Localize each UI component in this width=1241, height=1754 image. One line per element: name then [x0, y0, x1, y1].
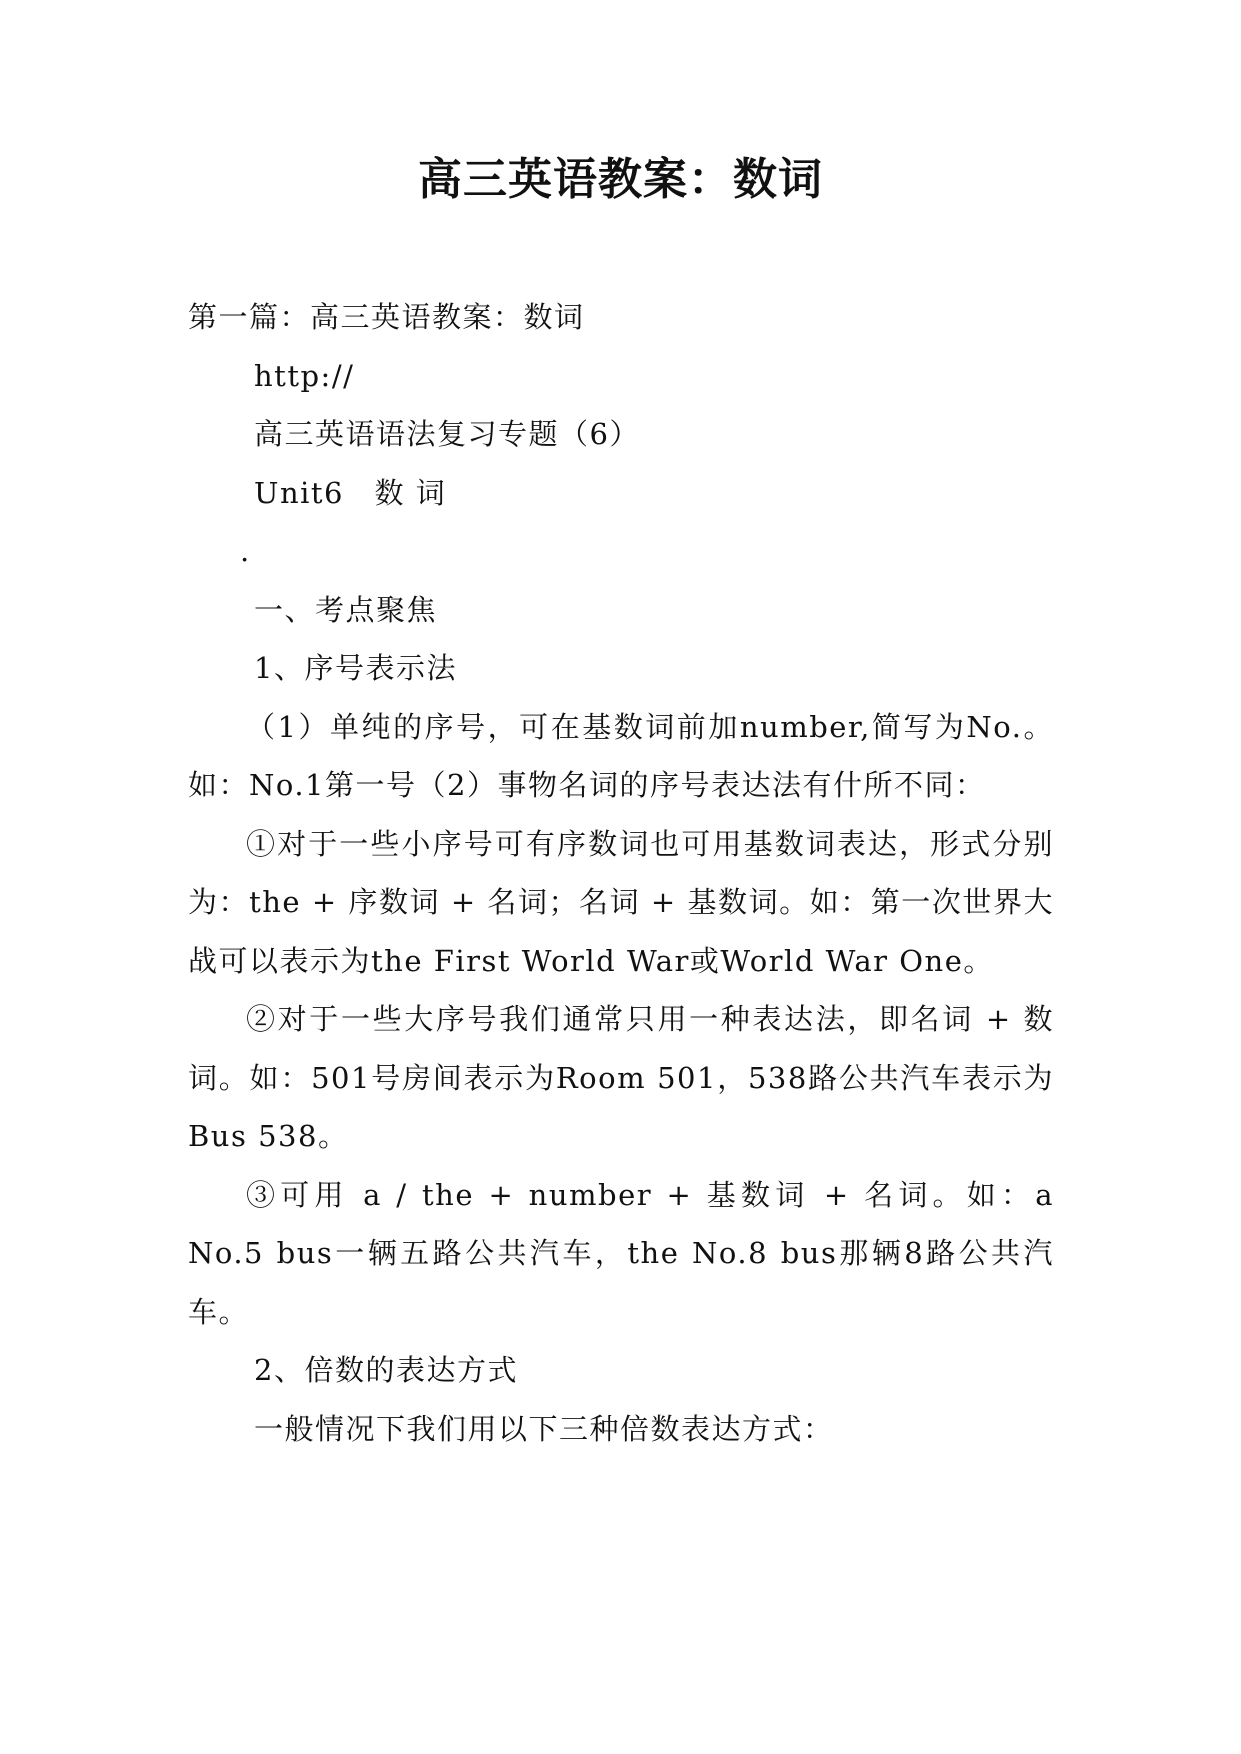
unit-line: Unit6 数 词 — [254, 475, 447, 510]
paragraph-2: ①对于一些小序号可有序数词也可用基数词表达，形式分别为：the + 序数词 + 名词；名词 + 基数词。如：第一次世界大战可以表示为the First World War或World War One。 — [188, 826, 1054, 978]
document-body — [188, 288, 1054, 1458]
paragraph-3: ②对于一些大序号我们通常只用一种表达法，即名词 + 数词。如：501号房间表示为Room 501，538路公共汽车表示为Bus 538。 — [188, 1002, 1054, 1153]
paragraph-5: 一般情况下我们用以下三种倍数表达方式： — [254, 1411, 834, 1446]
subtitle-line: 高三英语语法复习专题（6） — [254, 417, 640, 451]
dot-line: . — [240, 534, 251, 568]
heading-ordinal: 1、序号表示法 — [254, 651, 457, 685]
url-line: http:// — [254, 358, 355, 393]
section-heading: 第一篇：高三英语教案：数词 — [188, 300, 585, 334]
document-title: 高三英语教案：数词 — [418, 154, 823, 205]
heading-focus: 一、考点聚焦 — [254, 592, 438, 627]
paragraph-1: （1）单纯的序号，可在基数词前加number,简写为No.。如：No.1第一号（2）事物名词的序号表达法有什所不同： — [188, 709, 1054, 802]
heading-multiples: 2、倍数的表达方式 — [254, 1353, 518, 1387]
paragraph-4: ③可用 a / the + number + 基数词 + 名词。如：a No.5 bus一辆五路公共汽车，the No.8 bus那辆8路公共汽车。 — [188, 1177, 1054, 1329]
